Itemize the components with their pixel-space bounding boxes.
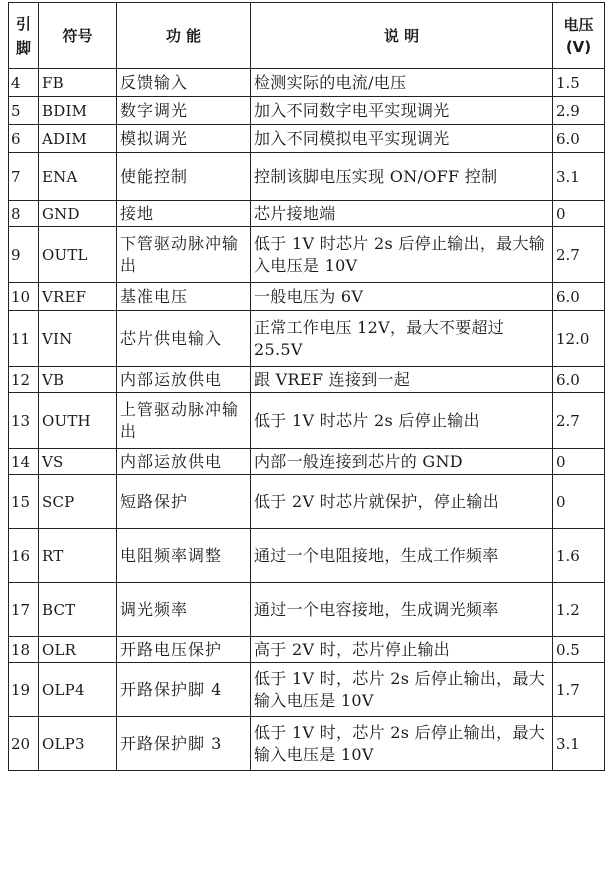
voltage-cell: 3.1 [553,717,605,771]
header-pin: 引脚 [9,3,39,69]
header-function: 功 能 [117,3,251,69]
pin-cell: 11 [9,311,39,367]
function-cell: 接地 [117,201,251,227]
header-voltage: 电压(V) [553,3,605,69]
voltage-cell: 1.6 [553,529,605,583]
function-cell: 模拟调光 [117,125,251,153]
voltage-cell: 3.1 [553,153,605,201]
pin-cell: 13 [9,393,39,449]
table-row [9,529,605,583]
function-cell: 短路保护 [117,475,251,529]
table-row [9,125,605,153]
table-body [9,69,605,771]
function-cell: 内部运放供电 [117,449,251,475]
description-cell: 芯片接地端 [251,201,553,227]
symbol-cell: RT [39,529,117,583]
table-row [9,449,605,475]
table-row [9,475,605,529]
table-row [9,311,605,367]
pin-cell: 14 [9,449,39,475]
voltage-cell: 0.5 [553,637,605,663]
description-cell: 低于 1V 时，芯片 2s 后停止输出，最大输入电压是 10V [251,663,553,717]
table-row [9,227,605,283]
voltage-cell: 1.7 [553,663,605,717]
description-cell: 低于 1V 时芯片 2s 后停止输出 [251,393,553,449]
table-row [9,69,605,97]
description-cell: 加入不同模拟电平实现调光 [251,125,553,153]
table-row [9,283,605,311]
voltage-cell: 6.0 [553,367,605,393]
description-cell: 低于 1V 时，芯片 2s 后停止输出，最大输入电压是 10V [251,717,553,771]
voltage-cell: 2.9 [553,97,605,125]
description-cell: 通过一个电容接地，生成调光频率 [251,583,553,637]
description-cell: 通过一个电阻接地，生成工作频率 [251,529,553,583]
symbol-cell: ADIM [39,125,117,153]
voltage-cell: 12.0 [553,311,605,367]
function-cell: 开路保护脚 4 [117,663,251,717]
pin-cell: 17 [9,583,39,637]
symbol-cell: BCT [39,583,117,637]
symbol-cell: GND [39,201,117,227]
pin-cell: 10 [9,283,39,311]
function-cell: 使能控制 [117,153,251,201]
table-row [9,393,605,449]
pin-cell: 19 [9,663,39,717]
pin-table-sheet [8,2,604,878]
description-cell: 低于 1V 时芯片 2s 后停止输出，最大输入电压是 10V [251,227,553,283]
pin-cell: 18 [9,637,39,663]
pin-cell: 8 [9,201,39,227]
table-row [9,153,605,201]
pin-cell: 15 [9,475,39,529]
function-cell: 电阻频率调整 [117,529,251,583]
function-cell: 下管驱动脉冲输出 [117,227,251,283]
description-cell: 加入不同数字电平实现调光 [251,97,553,125]
pin-cell: 9 [9,227,39,283]
symbol-cell: BDIM [39,97,117,125]
function-cell: 调光频率 [117,583,251,637]
symbol-cell: ENA [39,153,117,201]
table-row [9,201,605,227]
function-cell: 内部运放供电 [117,367,251,393]
pin-cell: 12 [9,367,39,393]
voltage-cell: 2.7 [553,227,605,283]
function-cell: 芯片供电输入 [117,311,251,367]
symbol-cell: OLR [39,637,117,663]
table-row [9,663,605,717]
description-cell: 检测实际的电流/电压 [251,69,553,97]
pin-cell: 7 [9,153,39,201]
description-cell: 低于 2V 时芯片就保护，停止输出 [251,475,553,529]
description-cell: 一般电压为 6V [251,283,553,311]
table-row [9,97,605,125]
pin-cell: 4 [9,69,39,97]
table-row [9,637,605,663]
voltage-cell: 6.0 [553,125,605,153]
pin-function-table [8,2,605,771]
symbol-cell: OLP3 [39,717,117,771]
pin-cell: 20 [9,717,39,771]
voltage-cell: 1.2 [553,583,605,637]
description-cell: 内部一般连接到芯片的 GND [251,449,553,475]
pin-cell: 6 [9,125,39,153]
symbol-cell: FB [39,69,117,97]
function-cell: 反馈输入 [117,69,251,97]
description-cell: 正常工作电压 12V，最大不要超过 25.5V [251,311,553,367]
symbol-cell: VS [39,449,117,475]
description-cell: 控制该脚电压实现 ON/OFF 控制 [251,153,553,201]
function-cell: 上管驱动脉冲输出 [117,393,251,449]
table-row [9,717,605,771]
symbol-cell: VIN [39,311,117,367]
symbol-cell: VB [39,367,117,393]
symbol-cell: SCP [39,475,117,529]
voltage-cell: 1.5 [553,69,605,97]
voltage-cell: 2.7 [553,393,605,449]
table-row [9,367,605,393]
pin-cell: 5 [9,97,39,125]
function-cell: 开路电压保护 [117,637,251,663]
voltage-cell: 6.0 [553,283,605,311]
symbol-cell: VREF [39,283,117,311]
table-header-row [9,3,605,69]
voltage-cell: 0 [553,475,605,529]
voltage-cell: 0 [553,201,605,227]
header-description: 说 明 [251,3,553,69]
symbol-cell: OUTL [39,227,117,283]
function-cell: 基准电压 [117,283,251,311]
table-row [9,583,605,637]
pin-cell: 16 [9,529,39,583]
symbol-cell: OUTH [39,393,117,449]
header-symbol: 符号 [39,3,117,69]
function-cell: 开路保护脚 3 [117,717,251,771]
voltage-cell: 0 [553,449,605,475]
symbol-cell: OLP4 [39,663,117,717]
function-cell: 数字调光 [117,97,251,125]
description-cell: 高于 2V 时，芯片停止输出 [251,637,553,663]
description-cell: 跟 VREF 连接到一起 [251,367,553,393]
